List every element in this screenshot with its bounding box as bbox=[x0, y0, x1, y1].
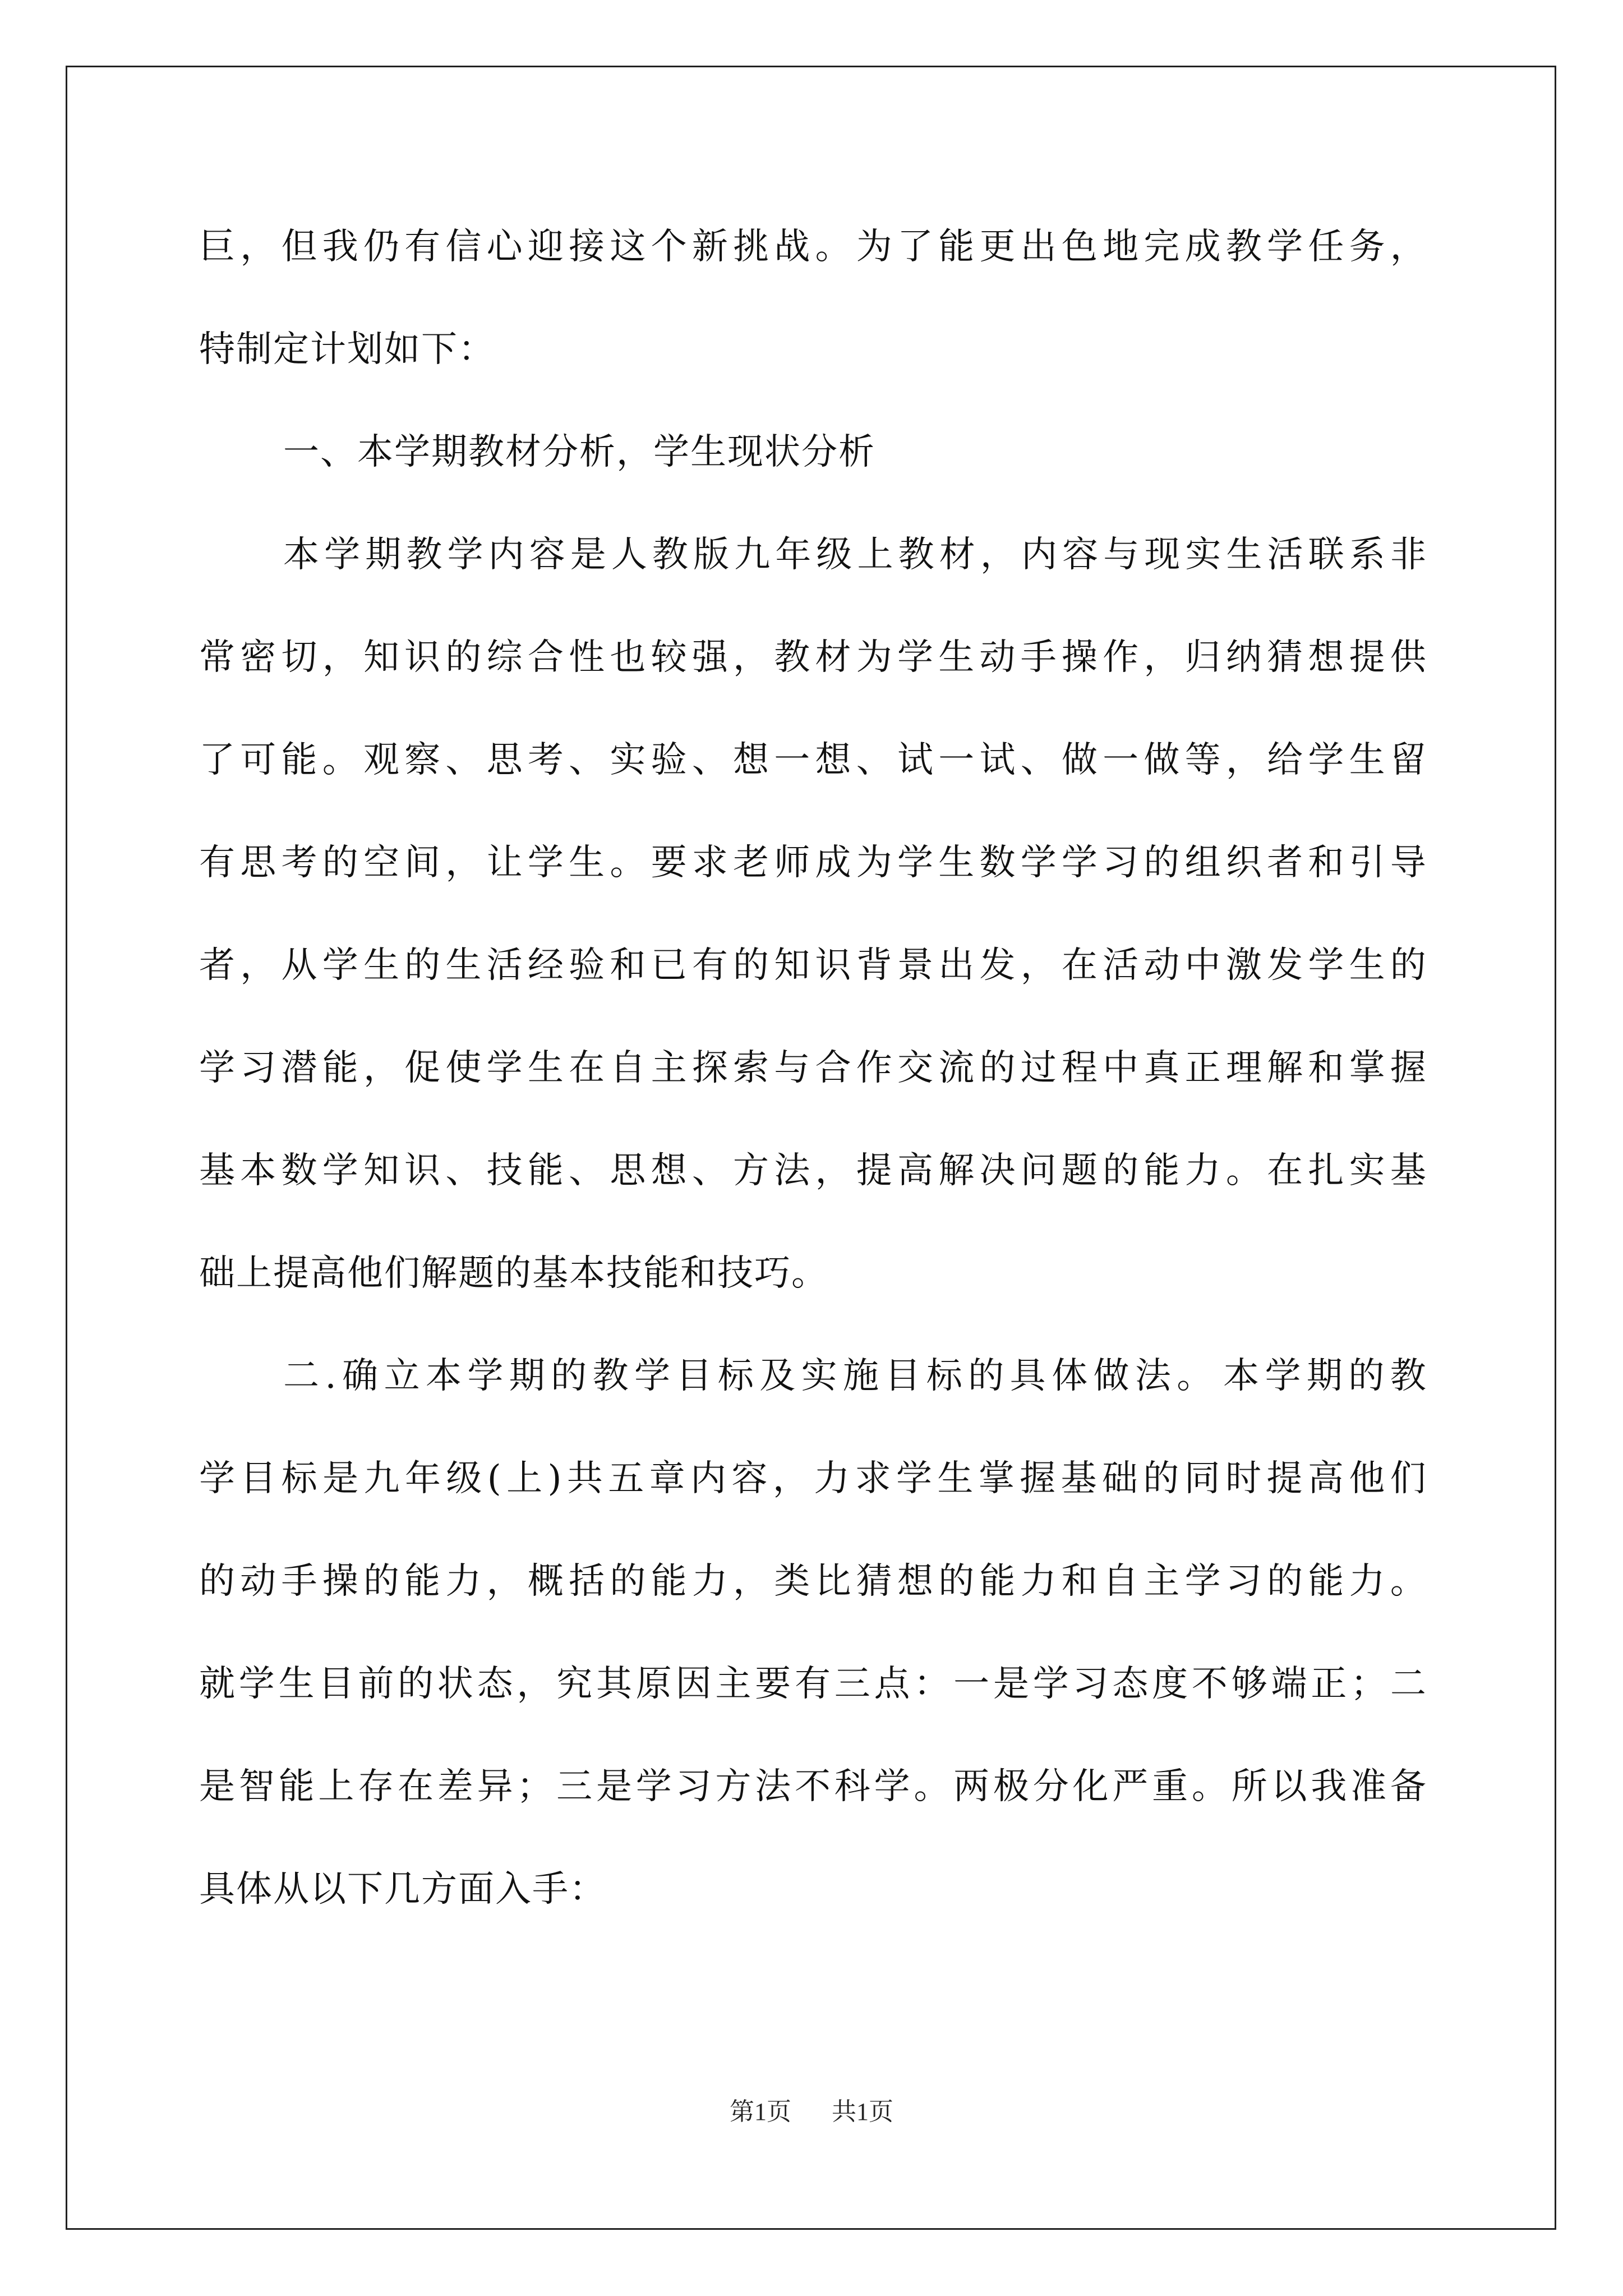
text-line-content: 的 动 手 操 的 能 力 ， 概 括 的 能 力 ， 类 比 猜 想 的 能 力 和 自 主 学 习 的 能 力 。 bbox=[199, 1561, 1427, 1602]
text-line bbox=[199, 316, 1427, 418]
text-line bbox=[199, 726, 1427, 829]
text-line-content: 本 学 期 教 学 内 容 是 人 教 版 九 年 级 上 教 材 ， 内 容 与 现 实 生 活 联 系 非 bbox=[283, 534, 1427, 576]
document-body bbox=[199, 213, 1427, 1958]
text-line bbox=[199, 1034, 1427, 1137]
text-line bbox=[199, 932, 1427, 1034]
text-line-content: 就 学 生 目 前 的 状 态 ， 究 其 原 因 主 要 有 三 点 ： 一 是 学 习 态 度 不 够 端 正 ； 二 bbox=[199, 1663, 1427, 1705]
page-total: 共1页 bbox=[832, 2098, 893, 2125]
text-line bbox=[199, 1240, 1427, 1342]
text-line-content: 巨 ， 但 我 仍 有 信 心 迎 接 这 个 新 挑 战 。 为 了 能 更 出 色 地 完 成 教 学 任 务 ， bbox=[199, 226, 1427, 268]
text-line-content: 础上提高他们解题的基本技能和技巧。 bbox=[199, 1253, 828, 1294]
text-line-content: 了 可 能 。 观 察 、 思 考 、 实 验 、 想 一 想 、 试 一 试 、 做 一 做 等 ， 给 学 生 留 bbox=[199, 739, 1427, 781]
text-line-content: 具体从以下几方面入手： bbox=[199, 1869, 606, 1910]
text-line bbox=[199, 1650, 1427, 1753]
text-line bbox=[199, 1753, 1427, 1856]
text-line-content: 是 智 能 上 存 在 差 异 ； 三 是 学 习 方 法 不 科 学 。 两 极 分 化 严 重 。 所 以 我 准 备 bbox=[199, 1766, 1427, 1807]
page-footer bbox=[0, 2095, 1623, 2129]
text-line-content: 者 ， 从 学 生 的 生 活 经 验 和 已 有 的 知 识 背 景 出 发 ， 在 活 动 中 激 发 学 生 的 bbox=[199, 945, 1427, 986]
text-line bbox=[199, 1445, 1427, 1548]
text-line bbox=[199, 1137, 1427, 1240]
text-line bbox=[199, 521, 1427, 624]
text-line bbox=[199, 213, 1427, 316]
text-line-content: 基 本 数 学 知 识 、 技 能 、 思 想 、 方 法 ， 提 高 解 决 问 题 的 能 力 。 在 扎 实 基 bbox=[199, 1150, 1427, 1191]
section-heading bbox=[199, 1342, 1427, 1445]
section-heading-text: 一、本学期教材分析，学生现状分析 bbox=[283, 431, 875, 473]
section-heading-text: 二 . 确 立 本 学 期 的 教 学 目 标 及 实 施 目 标 的 具 体 做 法 。 本 学 期 的 教 bbox=[283, 1355, 1427, 1397]
text-line bbox=[199, 624, 1427, 726]
text-line bbox=[199, 1548, 1427, 1650]
section-heading bbox=[199, 418, 1427, 521]
text-line-content: 特制定计划如下： bbox=[199, 329, 495, 370]
text-line-content: 有 思 考 的 空 间 ， 让 学 生 。 要 求 老 师 成 为 学 生 数 学 学 习 的 组 织 者 和 引 导 bbox=[199, 842, 1427, 884]
text-line-content: 学 习 潜 能 ， 促 使 学 生 在 自 主 探 索 与 合 作 交 流 的 过 程 中 真 正 理 解 和 掌 握 bbox=[199, 1047, 1427, 1089]
page-number: 第1页 bbox=[730, 2098, 791, 2125]
text-line-content: 学 目 标 是 九 年 级 ( 上 ) 共 五 章 内 容 ， 力 求 学 生 掌 握 基 础 的 同 时 提 高 他 们 bbox=[199, 1458, 1427, 1499]
text-line bbox=[199, 1856, 1427, 1958]
text-line bbox=[199, 829, 1427, 932]
text-line-content: 常 密 切 ， 知 识 的 综 合 性 也 较 强 ， 教 材 为 学 生 动 手 操 作 ， 归 纳 猜 想 提 供 bbox=[199, 637, 1427, 678]
